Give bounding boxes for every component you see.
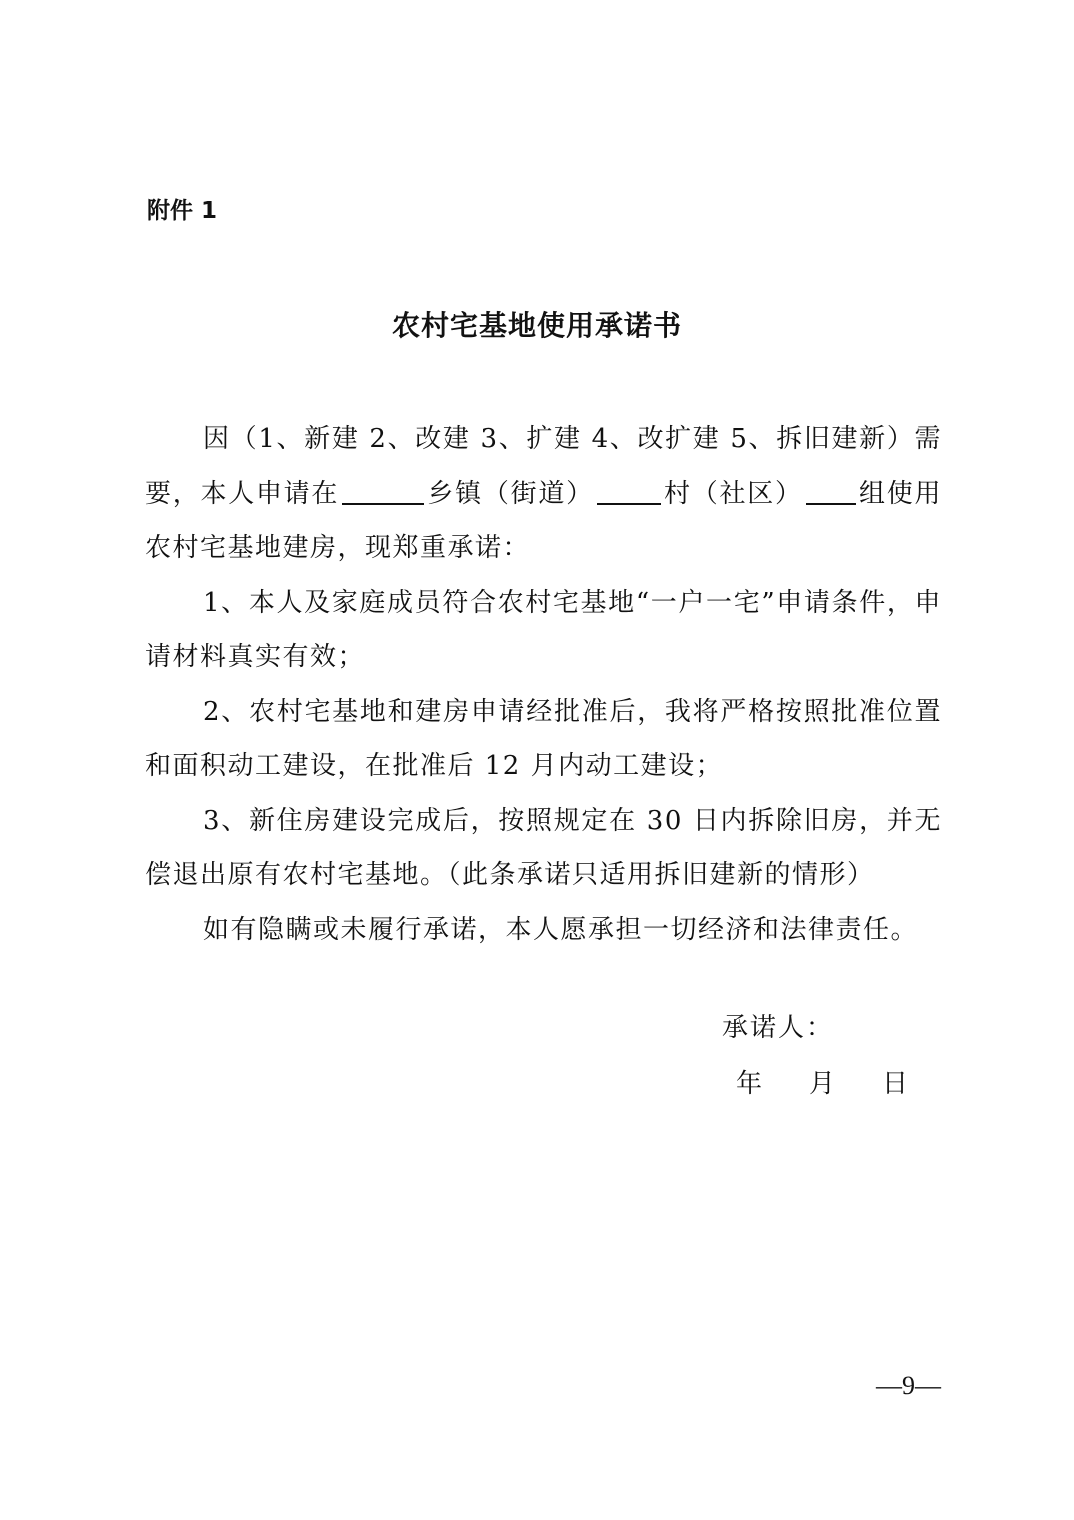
page-number: —9— [876, 1371, 941, 1400]
signature-date [736, 1062, 908, 1106]
document-body [145, 412, 942, 957]
intro-text-1: 因（1、新建 2、改建 3、扩建 4、改扩建 5、拆旧建新）需要，本人申请在 [145, 424, 942, 509]
intro-text-2: 乡镇（街道） [427, 478, 594, 509]
signature-label: 承诺人： [722, 1013, 835, 1043]
intro-text-3: 村（社区） [663, 478, 803, 509]
intro-paragraph [145, 412, 942, 576]
commitment-item-1: 1、本人及家庭成员符合农村宅基地“一户一宅”申请条件，申请材料真实有效； [145, 587, 942, 672]
document-title: 农村宅基地使用承诺书 [391, 309, 682, 342]
date-day: 日 [882, 1069, 909, 1099]
commitment-item-3: 3、新住房建设完成后，按照规定在 30 日内拆除旧房，并无偿退出原有农村宅基地。（此条承诺只适用拆旧建新的情形） [145, 805, 942, 890]
village-blank [597, 477, 661, 505]
closing-statement: 如有隐瞒或未履行承诺，本人愿承担一切经济和法律责任。 [203, 914, 919, 945]
group-blank [806, 477, 856, 505]
date-month: 月 [809, 1069, 836, 1099]
intro-text-4: 组使用农村宅基地建房，现郑重承诺： [145, 478, 942, 563]
commitment-item-2: 2、农村宅基地和建房申请经批准后，我将严格按照批准位置和面积动工建设，在批准后 12 月内动工建设； [145, 696, 942, 781]
date-year: 年 [736, 1069, 763, 1099]
township-blank [342, 477, 424, 505]
attachment-label: 附件 1 [147, 198, 218, 224]
